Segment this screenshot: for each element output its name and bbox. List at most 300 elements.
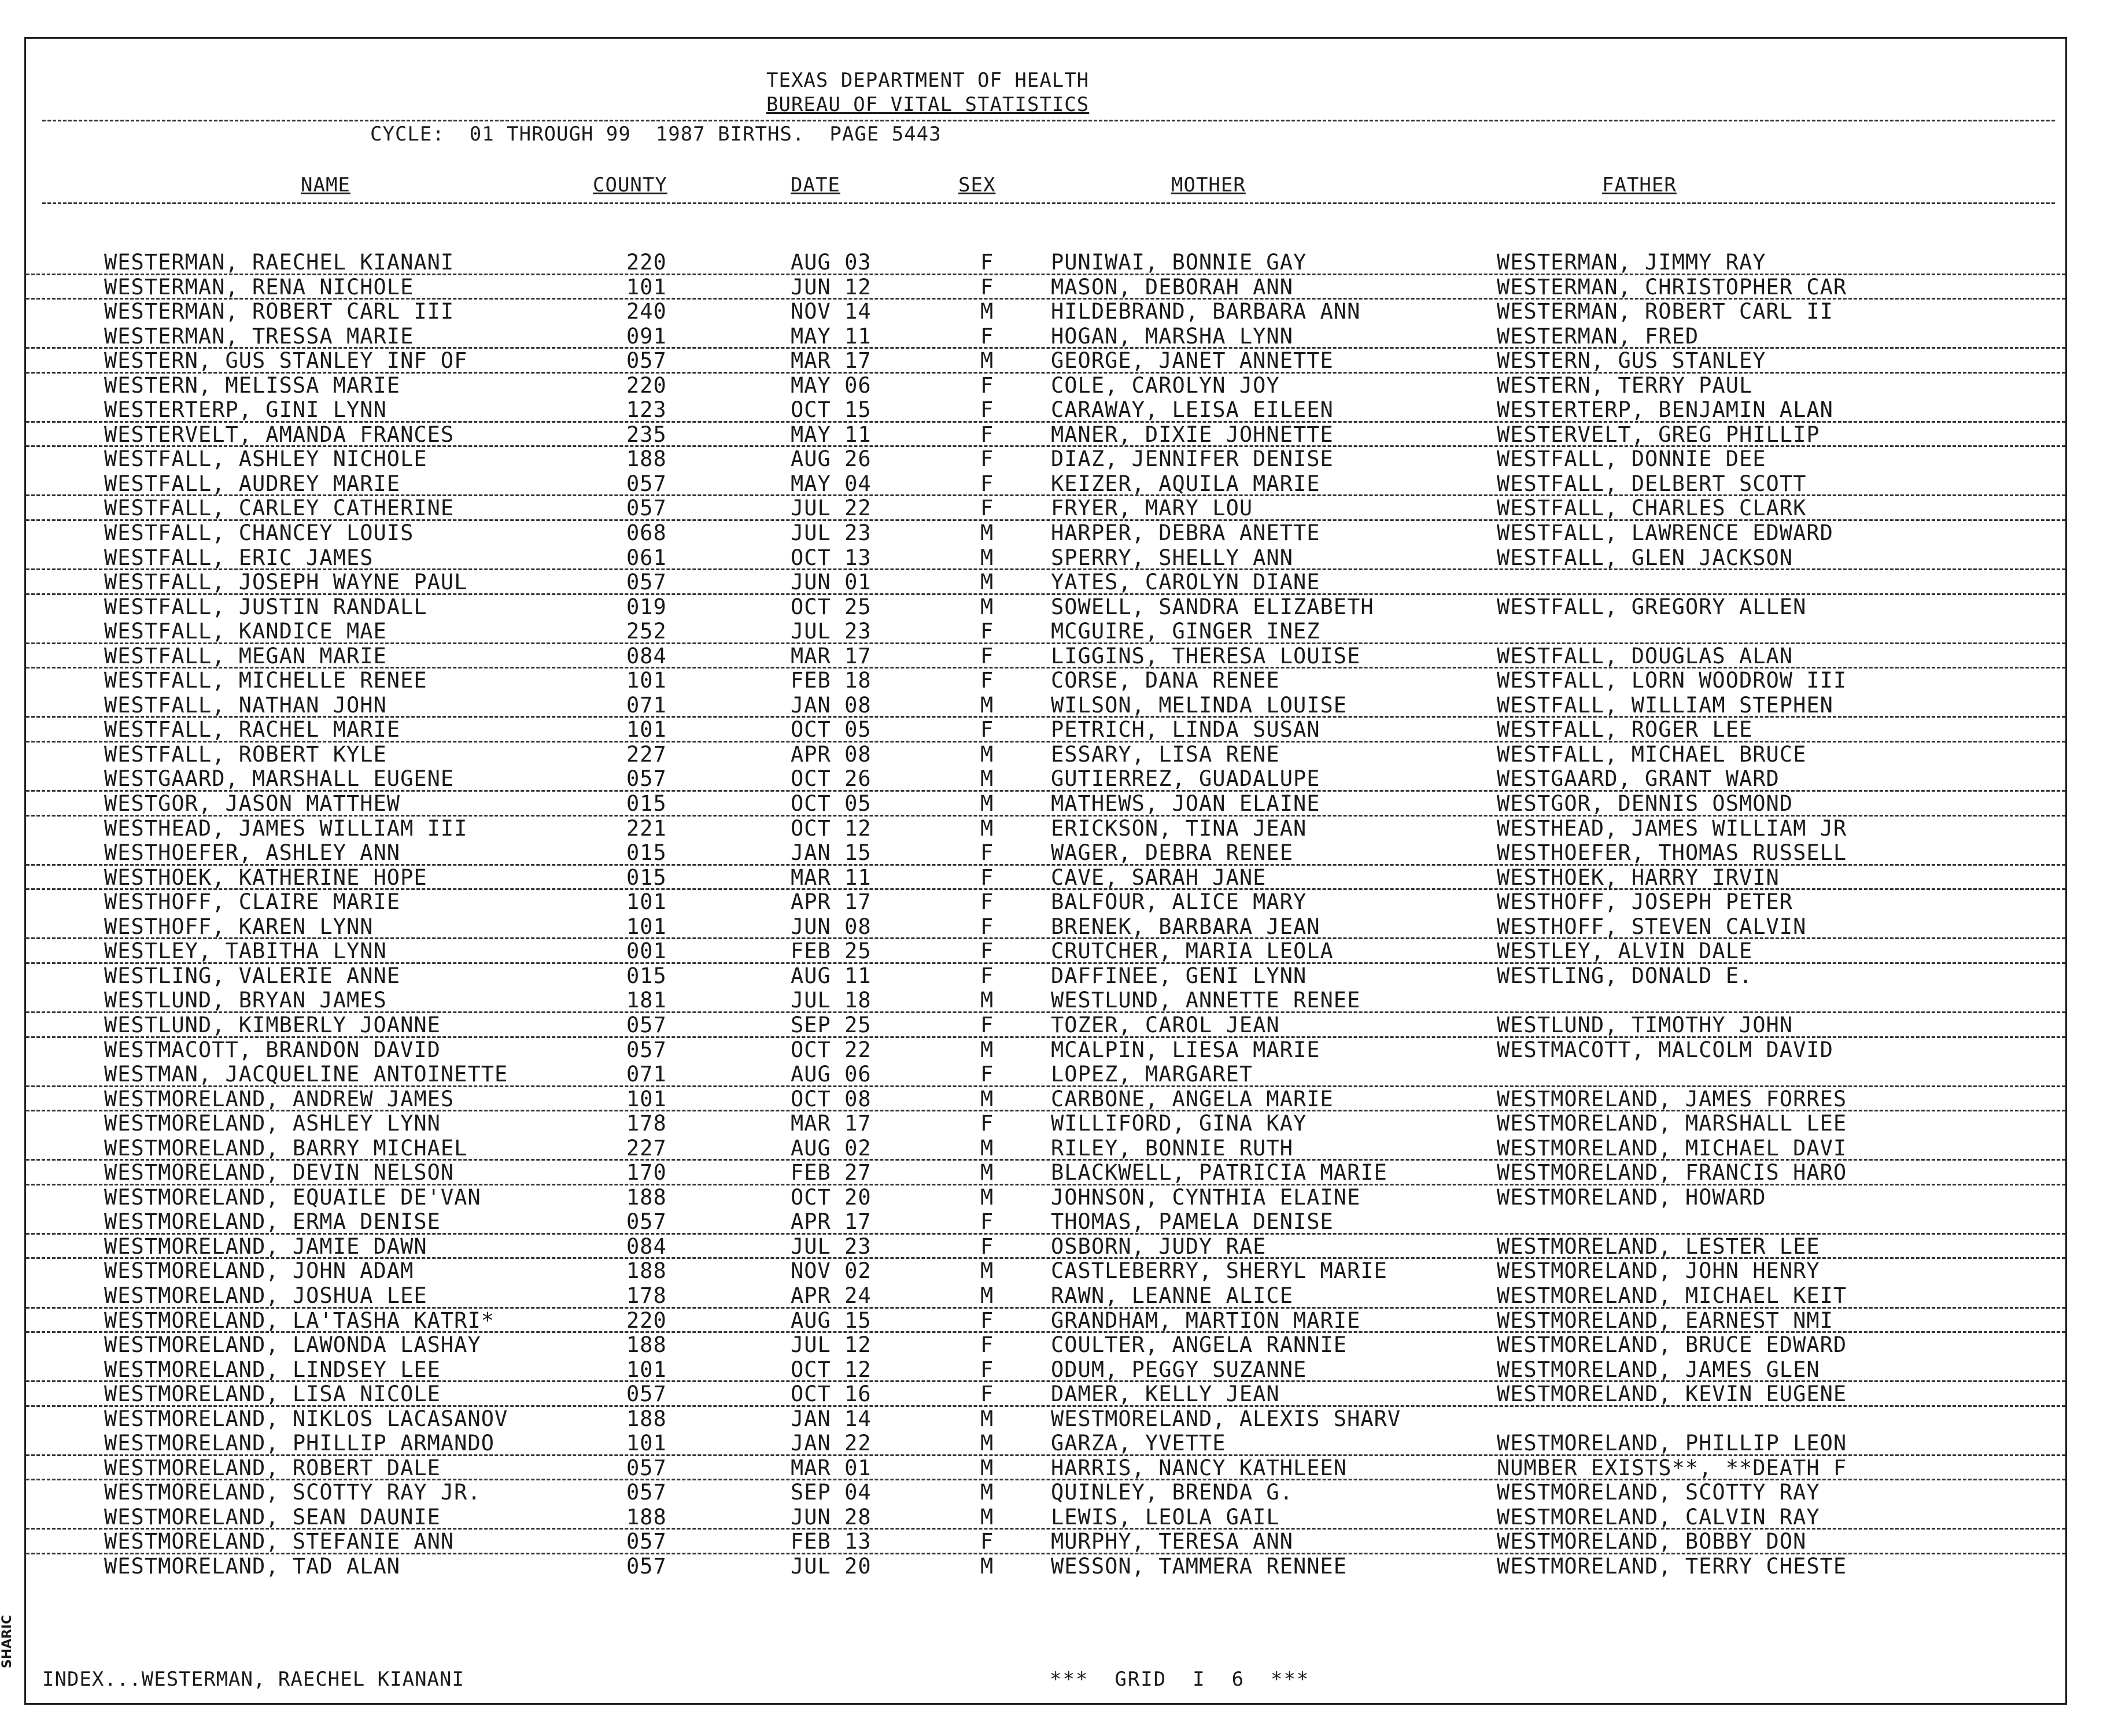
cell-mother: GEORGE, JANET ANNETTE xyxy=(1051,348,1334,374)
cell-county: 188 xyxy=(626,1504,667,1530)
cell-name: WESTFALL, ROBERT KYLE xyxy=(104,741,387,767)
cell-date: OCT 12 xyxy=(791,1357,872,1382)
cell-name: WESTFALL, JOSEPH WAYNE PAUL xyxy=(104,570,468,595)
cell-mother: CARBONE, ANGELA MARIE xyxy=(1051,1086,1334,1111)
table-row xyxy=(26,718,2065,743)
cell-sex: F xyxy=(980,274,994,300)
cell-name: WESTFALL, NATHAN JOHN xyxy=(104,692,387,718)
cell-county: 221 xyxy=(626,815,667,841)
cell-mother: HARPER, DEBRA ANETTE xyxy=(1051,520,1320,546)
cell-sex: M xyxy=(980,1504,994,1530)
cell-mother: RILEY, BONNIE RUTH xyxy=(1051,1135,1293,1161)
table-row xyxy=(26,250,2065,275)
cell-sex: F xyxy=(980,668,994,693)
cell-date: NOV 02 xyxy=(791,1258,872,1284)
cell-sex: M xyxy=(980,791,994,817)
cell-sex: F xyxy=(980,496,994,521)
table-row xyxy=(26,374,2065,398)
cell-name: WESTFALL, MICHELLE RENEE xyxy=(104,668,427,693)
cell-father: WESTLUND, TIMOTHY JOHN xyxy=(1497,1012,1793,1037)
cell-date: OCT 08 xyxy=(791,1086,872,1111)
table-row xyxy=(26,472,2065,497)
cell-mother: CRUTCHER, MARIA LEOLA xyxy=(1051,939,1334,964)
cell-father: WESTMORELAND, JOHN HENRY xyxy=(1497,1258,1820,1284)
cell-name: WESTFALL, ASHLEY NICHOLE xyxy=(104,446,427,472)
table-row xyxy=(26,1013,2065,1038)
cell-date: MAY 06 xyxy=(791,372,872,398)
cell-father: WESTERMAN, ROBERT CARL II xyxy=(1497,299,1833,324)
cell-mother: LEWIS, LEOLA GAIL xyxy=(1051,1504,1280,1530)
table-row xyxy=(26,1431,2065,1456)
cell-county: 220 xyxy=(626,1307,667,1333)
table-row xyxy=(26,496,2065,521)
cell-mother: MCALPIN, LIESA MARIE xyxy=(1051,1037,1320,1062)
cell-sex: F xyxy=(980,372,994,398)
cell-sex: F xyxy=(980,1012,994,1037)
table-row xyxy=(26,595,2065,620)
cell-sex: F xyxy=(980,250,994,275)
table-row xyxy=(26,546,2065,571)
table-row xyxy=(26,644,2065,669)
cell-sex: F xyxy=(980,914,994,939)
cell-sex: M xyxy=(980,1037,994,1062)
cell-name: WESTMORELAND, TAD ALAN xyxy=(104,1553,401,1579)
table-row xyxy=(26,890,2065,915)
cell-date: MAR 17 xyxy=(791,348,872,374)
cell-mother: DAFFINEE, GENI LYNN xyxy=(1051,963,1307,988)
cell-father: WESTMORELAND, SCOTTY RAY xyxy=(1497,1480,1820,1505)
table-row xyxy=(26,693,2065,718)
cell-mother: DIAZ, JENNIFER DENISE xyxy=(1051,446,1334,472)
cell-name: WESTERTERP, GINI LYNN xyxy=(104,397,387,423)
cell-name: WESTHEAD, JAMES WILLIAM III xyxy=(104,815,468,841)
table-row xyxy=(26,1407,2065,1432)
cell-sex: M xyxy=(980,988,994,1013)
cell-date: FEB 18 xyxy=(791,668,872,693)
cell-sex: F xyxy=(980,939,994,964)
cell-mother: MCGUIRE, GINGER INEZ xyxy=(1051,619,1320,644)
cell-date: JAN 14 xyxy=(791,1406,872,1431)
cell-date: NOV 14 xyxy=(791,299,872,324)
cell-sex: M xyxy=(980,1135,994,1161)
cell-date: FEB 13 xyxy=(791,1529,872,1554)
cell-father: WESTHOFF, STEVEN CALVIN xyxy=(1497,914,1807,939)
cell-sex: M xyxy=(980,1480,994,1505)
cell-sex: M xyxy=(980,1553,994,1579)
cell-sex: F xyxy=(980,889,994,915)
cell-sex: M xyxy=(980,1258,994,1284)
cell-county: 101 xyxy=(626,274,667,300)
cell-mother: MATHEWS, JOAN ELAINE xyxy=(1051,791,1320,817)
table-row xyxy=(26,988,2065,1013)
cell-sex: F xyxy=(980,1209,994,1235)
cell-mother: RAWN, LEANNE ALICE xyxy=(1051,1283,1293,1308)
table-row xyxy=(26,1358,2065,1383)
cell-father: WESTMORELAND, MARSHALL LEE xyxy=(1497,1111,1847,1136)
cell-date: MAR 11 xyxy=(791,865,872,890)
cell-father: NUMBER EXISTS**, **DEATH F xyxy=(1497,1455,1847,1480)
cell-sex: M xyxy=(980,1431,994,1456)
cell-date: OCT 26 xyxy=(791,766,872,792)
table-row xyxy=(26,1530,2065,1554)
cell-sex: M xyxy=(980,1455,994,1480)
header-rule xyxy=(42,120,2055,121)
cell-name: WESTMORELAND, SCOTTY RAY JR. xyxy=(104,1480,481,1505)
cell-county: 101 xyxy=(626,1357,667,1382)
cell-mother: WESTMORELAND, ALEXIS SHARV xyxy=(1051,1406,1401,1431)
cell-date: AUG 06 xyxy=(791,1062,872,1087)
cell-name: WESTHOEK, KATHERINE HOPE xyxy=(104,865,427,890)
cell-name: WESTMACOTT, BRANDON DAVID xyxy=(104,1037,441,1062)
cell-sex: M xyxy=(980,1283,994,1308)
cell-name: WESTMORELAND, NIKLOS LACASANOV xyxy=(104,1406,508,1431)
cell-father: WESTFALL, MICHAEL BRUCE xyxy=(1497,741,1807,767)
column-header-name: NAME xyxy=(301,173,350,197)
cell-sex: M xyxy=(980,570,994,595)
table-row xyxy=(26,1259,2065,1284)
cell-date: JUL 22 xyxy=(791,496,872,521)
cell-name: WESTLUND, BRYAN JAMES xyxy=(104,988,387,1013)
table-row xyxy=(26,1505,2065,1530)
cell-sex: F xyxy=(980,1357,994,1382)
cell-mother: MANER, DIXIE JOHNETTE xyxy=(1051,422,1334,447)
table-row xyxy=(26,915,2065,940)
cell-father: WESTMORELAND, KEVIN EUGENE xyxy=(1497,1382,1847,1407)
cell-father: WESTMORELAND, MICHAEL DAVI xyxy=(1497,1135,1847,1161)
cell-mother: CASTLEBERRY, SHERYL MARIE xyxy=(1051,1258,1387,1284)
cell-name: WESTFALL, AUDREY MARIE xyxy=(104,471,401,496)
cell-date: FEB 27 xyxy=(791,1160,872,1185)
cell-mother: HILDEBRAND, BARBARA ANN xyxy=(1051,299,1361,324)
cell-county: 084 xyxy=(626,643,667,668)
cell-sex: F xyxy=(980,1307,994,1333)
cell-date: OCT 16 xyxy=(791,1382,872,1407)
cell-county: 071 xyxy=(626,1062,667,1087)
cell-date: OCT 13 xyxy=(791,545,872,570)
cell-father: WESTLEY, ALVIN DALE xyxy=(1497,939,1753,964)
cell-name: WESTFALL, RACHEL MARIE xyxy=(104,717,401,743)
cell-mother: GUTIERREZ, GUADALUPE xyxy=(1051,766,1320,792)
cell-name: WESTMORELAND, EQUAILE DE'VAN xyxy=(104,1184,481,1210)
cell-date: OCT 15 xyxy=(791,397,872,423)
cell-name: WESTLUND, KIMBERLY JOANNE xyxy=(104,1012,441,1037)
cell-mother: CAVE, SARAH JANE xyxy=(1051,865,1267,890)
cell-name: WESTMORELAND, LINDSEY LEE xyxy=(104,1357,441,1382)
cell-county: 101 xyxy=(626,717,667,743)
cell-date: JUN 28 xyxy=(791,1504,872,1530)
cell-sex: M xyxy=(980,1160,994,1185)
column-header-rule xyxy=(42,202,2055,204)
cell-name: WESTFALL, MEGAN MARIE xyxy=(104,643,387,668)
index-footer: INDEX...WESTERMAN, RAECHEL KIANANI xyxy=(42,1668,464,1691)
cell-date: APR 08 xyxy=(791,741,872,767)
cell-father: WESTMORELAND, JAMES GLEN xyxy=(1497,1357,1820,1382)
cell-date: AUG 15 xyxy=(791,1307,872,1333)
cell-mother: BRENEK, BARBARA JEAN xyxy=(1051,914,1320,939)
bureau-title: BUREAU OF VITAL STATISTICS xyxy=(766,93,1090,116)
column-header-father: FATHER xyxy=(1602,173,1677,197)
table-row xyxy=(26,1136,2065,1161)
cell-date: OCT 20 xyxy=(791,1184,872,1210)
cell-date: OCT 05 xyxy=(791,717,872,743)
cell-date: AUG 02 xyxy=(791,1135,872,1161)
cell-mother: KEIZER, AQUILA MARIE xyxy=(1051,471,1320,496)
cell-mother: WESTLUND, ANNETTE RENEE xyxy=(1051,988,1361,1013)
cell-name: WESTERVELT, AMANDA FRANCES xyxy=(104,422,455,447)
cell-date: AUG 03 xyxy=(791,250,872,275)
cell-name: WESTERMAN, RENA NICHOLE xyxy=(104,274,414,300)
cell-mother: COULTER, ANGELA RANNIE xyxy=(1051,1332,1348,1358)
cell-father: WESTHEAD, JAMES WILLIAM JR xyxy=(1497,815,1847,841)
cell-date: OCT 25 xyxy=(791,594,872,619)
cell-name: WESTMORELAND, ERMA DENISE xyxy=(104,1209,441,1235)
table-row xyxy=(26,1062,2065,1087)
cell-sex: F xyxy=(980,397,994,423)
cell-sex: M xyxy=(980,520,994,546)
cell-county: 101 xyxy=(626,889,667,915)
cell-mother: BLACKWELL, PATRICIA MARIE xyxy=(1051,1160,1387,1185)
cell-county: 057 xyxy=(626,1382,667,1407)
cell-father: WESTERTERP, BENJAMIN ALAN xyxy=(1497,397,1833,423)
cell-name: WESTMORELAND, ROBERT DALE xyxy=(104,1455,441,1480)
cell-name: WESTERN, GUS STANLEY INF OF xyxy=(104,348,468,374)
table-row xyxy=(26,792,2065,817)
cell-sex: M xyxy=(980,348,994,374)
table-row xyxy=(26,964,2065,989)
column-header-sex: SEX xyxy=(958,173,996,197)
cell-name: WESTERMAN, RAECHEL KIANANI xyxy=(104,250,455,275)
cell-date: JAN 08 xyxy=(791,692,872,718)
cell-date: APR 17 xyxy=(791,1209,872,1235)
cell-county: 057 xyxy=(626,766,667,792)
cell-county: 068 xyxy=(626,520,667,546)
cell-county: 170 xyxy=(626,1160,667,1185)
cell-name: WESTMORELAND, LISA NICOLE xyxy=(104,1382,441,1407)
cell-sex: F xyxy=(980,643,994,668)
cell-sex: F xyxy=(980,619,994,644)
cell-father: WESTHOEK, HARRY IRVIN xyxy=(1497,865,1780,890)
table-row xyxy=(26,1161,2065,1185)
cell-date: MAR 01 xyxy=(791,1455,872,1480)
cell-father: WESTERN, TERRY PAUL xyxy=(1497,372,1753,398)
cell-county: 057 xyxy=(626,496,667,521)
cell-date: APR 24 xyxy=(791,1283,872,1308)
cell-sex: F xyxy=(980,471,994,496)
cell-county: 178 xyxy=(626,1111,667,1136)
cell-father: WESTMORELAND, HOWARD xyxy=(1497,1184,1766,1210)
cell-name: WESTERMAN, TRESSA MARIE xyxy=(104,323,414,349)
cell-father: WESTGAARD, GRANT WARD xyxy=(1497,766,1780,792)
cell-father: WESTMORELAND, JAMES FORRES xyxy=(1497,1086,1847,1111)
cell-date: JUL 23 xyxy=(791,619,872,644)
cell-mother: CORSE, DANA RENEE xyxy=(1051,668,1280,693)
table-row xyxy=(26,1309,2065,1334)
table-row xyxy=(26,1554,2065,1579)
cell-father: WESTMACOTT, MALCOLM DAVID xyxy=(1497,1037,1833,1062)
cell-county: 188 xyxy=(626,1184,667,1210)
table-row xyxy=(26,570,2065,595)
cell-mother: PETRICH, LINDA SUSAN xyxy=(1051,717,1320,743)
cell-father: WESTFALL, DELBERT SCOTT xyxy=(1497,471,1807,496)
cell-name: WESTLEY, TABITHA LYNN xyxy=(104,939,387,964)
cell-mother: YATES, CAROLYN DIANE xyxy=(1051,570,1320,595)
cell-county: 001 xyxy=(626,939,667,964)
cell-county: 091 xyxy=(626,323,667,349)
table-row xyxy=(26,1111,2065,1136)
table-row xyxy=(26,324,2065,349)
cell-mother: GRANDHAM, MARTION MARIE xyxy=(1051,1307,1361,1333)
cell-sex: F xyxy=(980,1332,994,1358)
cell-mother: HOGAN, MARSHA LYNN xyxy=(1051,323,1293,349)
cell-date: JUL 18 xyxy=(791,988,872,1013)
table-row xyxy=(26,939,2065,964)
cell-county: 015 xyxy=(626,791,667,817)
cell-father: WESTFALL, LAWRENCE EDWARD xyxy=(1497,520,1833,546)
cell-sex: F xyxy=(980,446,994,472)
cell-county: 057 xyxy=(626,1480,667,1505)
cell-date: JUL 23 xyxy=(791,1233,872,1259)
cell-name: WESTMAN, JACQUELINE ANTOINETTE xyxy=(104,1062,508,1087)
cell-county: 057 xyxy=(626,1529,667,1554)
cell-name: WESTMORELAND, JOSHUA LEE xyxy=(104,1283,427,1308)
cell-date: MAY 11 xyxy=(791,323,872,349)
cell-date: AUG 11 xyxy=(791,963,872,988)
cell-mother: DAMER, KELLY JEAN xyxy=(1051,1382,1280,1407)
table-row xyxy=(26,841,2065,866)
cell-father: WESTFALL, DONNIE DEE xyxy=(1497,446,1766,472)
cell-county: 123 xyxy=(626,397,667,423)
cell-mother: WESSON, TAMMERA RENNEE xyxy=(1051,1553,1348,1579)
cell-date: OCT 05 xyxy=(791,791,872,817)
cell-father: WESTMORELAND, PHILLIP LEON xyxy=(1497,1431,1847,1456)
cell-sex: M xyxy=(980,299,994,324)
cell-date: SEP 04 xyxy=(791,1480,872,1505)
table-row xyxy=(26,423,2065,448)
cell-sex: F xyxy=(980,840,994,866)
cell-mother: TOZER, CAROL JEAN xyxy=(1051,1012,1280,1037)
column-header-date: DATE xyxy=(791,173,840,197)
table-row xyxy=(26,300,2065,324)
cell-father: WESTMORELAND, FRANCIS HARO xyxy=(1497,1160,1847,1185)
cell-mother: THOMAS, PAMELA DENISE xyxy=(1051,1209,1334,1235)
cell-mother: HARRIS, NANCY KATHLEEN xyxy=(1051,1455,1348,1480)
cell-county: 181 xyxy=(626,988,667,1013)
cell-county: 235 xyxy=(626,422,667,447)
table-row xyxy=(26,743,2065,767)
table-row xyxy=(26,349,2065,374)
cell-county: 252 xyxy=(626,619,667,644)
column-header-county: COUNTY xyxy=(593,173,667,197)
cell-mother: MASON, DEBORAH ANN xyxy=(1051,274,1293,300)
cell-sex: F xyxy=(980,1062,994,1087)
cell-date: MAY 04 xyxy=(791,471,872,496)
cell-father: WESTMORELAND, TERRY CHESTE xyxy=(1497,1553,1847,1579)
cell-name: WESTFALL, ERIC JAMES xyxy=(104,545,374,570)
side-label: SHARIC xyxy=(0,1615,14,1668)
cell-mother: GARZA, YVETTE xyxy=(1051,1431,1226,1456)
cell-sex: M xyxy=(980,741,994,767)
cell-sex: F xyxy=(980,422,994,447)
records-table xyxy=(26,250,2065,1579)
cell-date: JUN 01 xyxy=(791,570,872,595)
table-row xyxy=(26,1185,2065,1210)
table-row xyxy=(26,521,2065,546)
cell-father: WESTERVELT, GREG PHILLIP xyxy=(1497,422,1820,447)
cell-county: 061 xyxy=(626,545,667,570)
cell-name: WESTERMAN, ROBERT CARL III xyxy=(104,299,455,324)
cell-father: WESTLING, DONALD E. xyxy=(1497,963,1753,988)
cell-county: 227 xyxy=(626,741,667,767)
cell-county: 101 xyxy=(626,1431,667,1456)
cell-father: WESTMORELAND, BRUCE EDWARD xyxy=(1497,1332,1847,1358)
cell-mother: ESSARY, LISA RENE xyxy=(1051,741,1280,767)
cell-father: WESTFALL, ROGER LEE xyxy=(1497,717,1753,743)
cell-mother: WILLIFORD, GINA KAY xyxy=(1051,1111,1307,1136)
cell-mother: ERICKSON, TINA JEAN xyxy=(1051,815,1307,841)
cell-name: WESTLING, VALERIE ANNE xyxy=(104,963,401,988)
cell-county: 057 xyxy=(626,348,667,374)
cell-sex: M xyxy=(980,1406,994,1431)
table-row xyxy=(26,1284,2065,1309)
cell-name: WESTFALL, CHANCEY LOUIS xyxy=(104,520,414,546)
cell-father: WESTHOFF, JOSEPH PETER xyxy=(1497,889,1793,915)
cell-father: WESTFALL, WILLIAM STEPHEN xyxy=(1497,692,1833,718)
cell-father: WESTMORELAND, BOBBY DON xyxy=(1497,1529,1807,1554)
cell-sex: F xyxy=(980,1529,994,1554)
cell-county: 057 xyxy=(626,570,667,595)
cell-county: 057 xyxy=(626,1455,667,1480)
cell-name: WESTHOFF, CLAIRE MARIE xyxy=(104,889,401,915)
cell-county: 101 xyxy=(626,914,667,939)
table-row xyxy=(26,1210,2065,1235)
cell-county: 101 xyxy=(626,1086,667,1111)
cycle-line: CYCLE: 01 THROUGH 99 1987 BIRTHS. PAGE 5443 xyxy=(370,123,942,146)
cell-date: JAN 15 xyxy=(791,840,872,866)
cell-mother: PUNIWAI, BONNIE GAY xyxy=(1051,250,1307,275)
table-row xyxy=(26,817,2065,841)
cell-sex: M xyxy=(980,1184,994,1210)
cell-father: WESTERMAN, FRED xyxy=(1497,323,1699,349)
table-row xyxy=(26,1382,2065,1407)
cell-county: 057 xyxy=(626,1037,667,1062)
cell-father: WESTERMAN, CHRISTOPHER CAR xyxy=(1497,274,1847,300)
cell-date: MAR 17 xyxy=(791,643,872,668)
cell-father: WESTERN, GUS STANLEY xyxy=(1497,348,1766,374)
cell-date: JUN 08 xyxy=(791,914,872,939)
cell-sex: F xyxy=(980,865,994,890)
cell-sex: M xyxy=(980,766,994,792)
birth-index-page xyxy=(24,37,2067,1705)
cell-county: 019 xyxy=(626,594,667,619)
table-row xyxy=(26,668,2065,693)
cell-sex: M xyxy=(980,815,994,841)
cell-mother: OSBORN, JUDY RAE xyxy=(1051,1233,1267,1259)
cell-county: 057 xyxy=(626,471,667,496)
cell-mother: SPERRY, SHELLY ANN xyxy=(1051,545,1293,570)
cell-name: WESTERN, MELISSA MARIE xyxy=(104,372,401,398)
cell-name: WESTMORELAND, PHILLIP ARMANDO xyxy=(104,1431,495,1456)
cell-father: WESTGOR, DENNIS OSMOND xyxy=(1497,791,1793,817)
table-row xyxy=(26,1456,2065,1481)
cell-county: 220 xyxy=(626,250,667,275)
cell-father: WESTFALL, CHARLES CLARK xyxy=(1497,496,1807,521)
cell-county: 015 xyxy=(626,865,667,890)
cell-name: WESTMORELAND, ANDREW JAMES xyxy=(104,1086,455,1111)
cell-sex: M xyxy=(980,692,994,718)
cell-date: APR 17 xyxy=(791,889,872,915)
cell-father: WESTFALL, DOUGLAS ALAN xyxy=(1497,643,1793,668)
cell-mother: BALFOUR, ALICE MARY xyxy=(1051,889,1307,915)
